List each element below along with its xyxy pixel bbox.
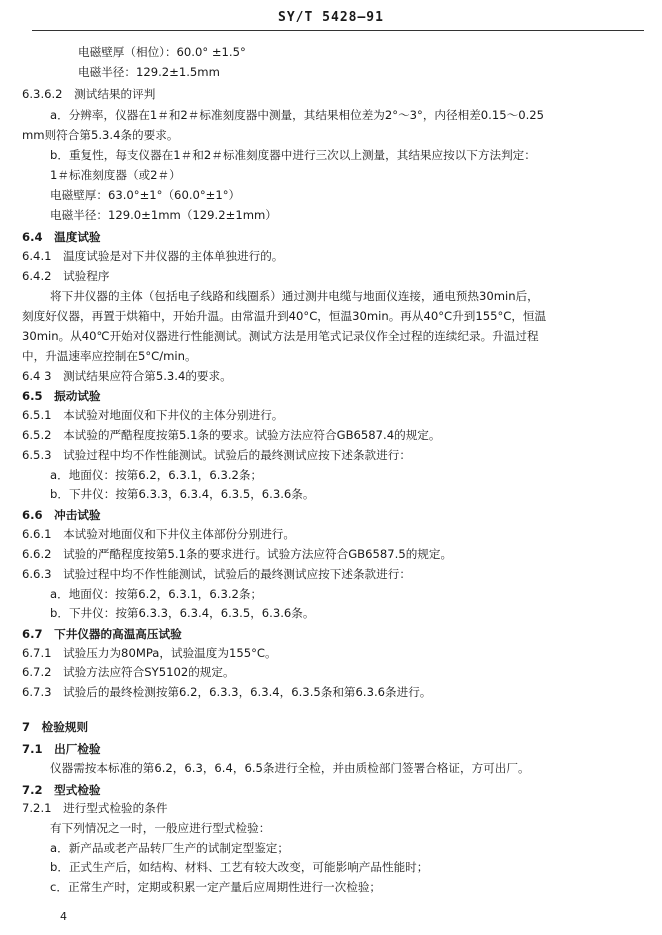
header-rule: [32, 30, 644, 31]
text-line: b．正式生产后，如结构、材料、工艺有较大改变，可能影响产品性能时；: [50, 860, 429, 874]
text-line: 7 检验规则: [22, 720, 89, 734]
text-line: 电磁壁厚（相位）：60.0° ±1.5°: [78, 45, 246, 59]
text-line: 7.2 型式检验: [22, 783, 101, 797]
text-line: 仪器需按本标准的第6.2，6.3，6.4，6.5条进行全检，并由质检部门签署合格证，方可出厂。: [50, 761, 530, 775]
text-line: b．下井仪：按第6.3.3，6.3.4，6.3.5，6.3.6条。: [50, 606, 315, 620]
text-line: 中，升温速率应控制在5°C/min。: [22, 349, 197, 363]
text-line: 刻度好仪器，再置于烘箱中，开始升温。由常温升到40°C，恒温30min。再从40°C升到155°C，恒温: [22, 309, 547, 323]
text-line: 6.4.1 温度试验是对下井仪器的主体单独进行的。: [22, 249, 284, 263]
text-line: mm则符合第5.3.4条的要求。: [22, 128, 179, 142]
text-line: b．下井仪：按第6.3.3，6.3.4，6.3.5，6.3.6条。: [50, 487, 315, 501]
text-line: 6.5.3 试验过程中均不作性能测试。试验后的最终测试应按下述条款进行：: [22, 448, 411, 462]
text-line: 6.4.2 试验程序: [22, 269, 110, 283]
text-line: 6.4 3 测试结果应符合第5.3.4的要求。: [22, 369, 232, 383]
text-line: 6.7 下井仪器的高温高压试验: [22, 627, 182, 641]
text-line: 电磁壁厚：63.0°±1°（60.0°±1°）: [50, 188, 241, 202]
standard-code-header: SY/T 5428—91: [278, 10, 384, 25]
text-line: 将下井仪器的主体（包括电子线路和线圈系）通过测井电缆与地面仪连接，通电预热30min后，: [50, 289, 539, 303]
text-line: 6.7.1 试验压力为80MPa，试验温度为155°C。: [22, 646, 277, 660]
text-line: 6.6.2 试验的严酷程度按第5.1条的要求进行。试验方法应符合GB6587.5的规定。: [22, 547, 453, 561]
text-line: 1＃标准刻度器（或2＃）: [50, 168, 181, 182]
text-line: 6.7.3 试验后的最终检测按第6.2，6.3.3，6.3.4，6.3.5条和第6.3.6条进行。: [22, 685, 432, 699]
text-line: a．地面仪：按第6.2，6.3.1，6.3.2条；: [50, 587, 263, 601]
text-line: 6.5.2 本试验的严酷程度按第5.1条的要求。试验方法应符合GB6587.4的规定。: [22, 428, 441, 442]
text-line: a．分辨率，仪器在1＃和2＃标准刻度器中测量，其结果相位差为2°～3°，内径相差0.15～0.25: [50, 108, 545, 122]
text-line: 6.3.6.2 测试结果的评判: [22, 87, 156, 101]
text-line: 30min。从40℃开始对仪器进行性能测试。测试方法是用笔式记录仪作全过程的连续纪录。升温过程: [22, 329, 539, 343]
text-line: 6.6.1 本试验对地面仪和下井仪主体部份分别进行。: [22, 527, 295, 541]
text-line: 6.6 冲击试验: [22, 508, 101, 522]
text-line: 电磁半径：129.0±1mm（129.2±1mm）: [50, 208, 277, 222]
text-line: 6.7.2 试验方法应符合SY5102的规定。: [22, 665, 235, 679]
text-line: 有下列情况之一时，一般应进行型式检验：: [50, 821, 271, 835]
text-line: 7.1 出厂检验: [22, 742, 101, 756]
text-line: 6.6.3 试验过程中均不作性能测试，试验后的最终测试应按下述条款进行：: [22, 567, 411, 581]
text-line: 电磁半径：129.2±1.5mm: [78, 65, 220, 79]
page-number: 4: [60, 910, 67, 923]
text-line: 6.5 振动试验: [22, 389, 101, 403]
text-line: 7.2.1 进行型式检验的条件: [22, 801, 168, 815]
text-line: a．地面仪：按第6.2，6.3.1，6.3.2条；: [50, 468, 263, 482]
text-line: c．正常生产时，定期或积累一定产量后应周期性进行一次检验；: [50, 880, 382, 894]
text-line: 6.4 温度试验: [22, 230, 101, 244]
text-line: b．重复性，每支仪器在1＃和2＃标准刻度器中进行三次以上测量，其结果应按以下方法判定：: [50, 148, 536, 162]
text-line: a．新产品或老产品转厂生产的试制定型鉴定；: [50, 841, 289, 855]
text-line: 6.5.1 本试验对地面仪和下井仪的主体分别进行。: [22, 408, 284, 422]
